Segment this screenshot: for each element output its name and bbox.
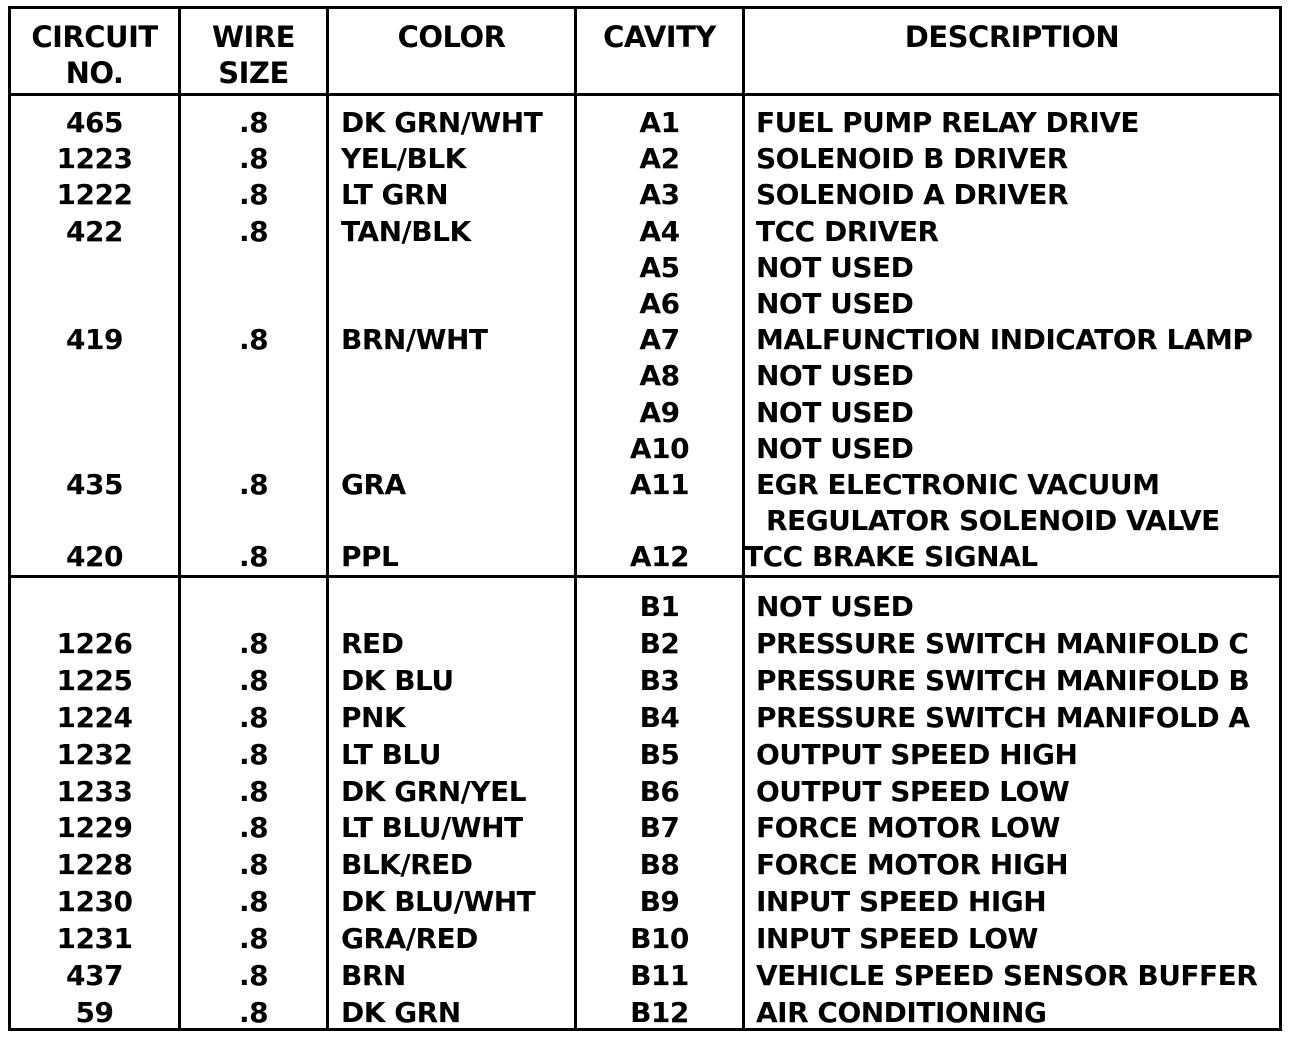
header-wire-line2: SIZE — [218, 56, 289, 90]
cavity-cell: A9 — [639, 395, 680, 429]
description-cell: NOT USED — [756, 431, 914, 465]
description-cell: NOT USED — [756, 250, 914, 284]
wire-size-cell: .8 — [238, 540, 269, 574]
cavity-cell: B9 — [639, 885, 680, 919]
cavity-cell: A7 — [639, 323, 680, 357]
description-cell: FORCE MOTOR HIGH — [756, 848, 1069, 882]
description-cell: FUEL PUMP RELAY DRIVE — [756, 106, 1140, 139]
wire-size-cell: .8 — [238, 663, 269, 697]
header-wire-line1: WIRE — [212, 20, 295, 54]
description-cell: INPUT SPEED LOW — [756, 922, 1038, 956]
description-cell: NOT USED — [756, 395, 914, 429]
wire-size-cell: .8 — [238, 178, 269, 212]
description-cell: REGULATOR SOLENOID VALVE — [766, 504, 1220, 538]
wire-size-cell: .8 — [238, 626, 269, 660]
cavity-cell: B10 — [630, 922, 689, 956]
cavity-cell: B8 — [639, 848, 680, 882]
column-divider — [326, 9, 329, 1028]
wire-size-cell: .8 — [238, 922, 269, 956]
description-cell: OUTPUT SPEED LOW — [756, 774, 1070, 808]
color-cell: DK GRN/YEL — [341, 774, 527, 808]
description-cell: PRESSURE SWITCH MANIFOLD C — [756, 626, 1249, 660]
color-cell: GRA — [341, 468, 406, 501]
cavity-cell: B4 — [639, 700, 680, 734]
circuit-no-cell: 437 — [66, 959, 123, 992]
color-cell: LT BLU/WHT — [341, 811, 523, 845]
connector-table — [8, 6, 1282, 1031]
circuit-no-cell: 1228 — [56, 848, 133, 882]
column-divider — [742, 9, 745, 1028]
color-cell: DK BLU — [341, 663, 454, 697]
circuit-no-cell: 419 — [66, 323, 123, 357]
cavity-cell: B6 — [639, 774, 680, 808]
cavity-cell: A1 — [639, 106, 680, 139]
cavity-cell: B5 — [639, 737, 680, 771]
color-cell: DK GRN — [341, 995, 461, 1029]
circuit-no-cell: 422 — [66, 214, 123, 248]
circuit-no-cell: 1222 — [56, 178, 133, 212]
color-cell: GRA/RED — [341, 922, 478, 956]
description-cell: NOT USED — [756, 287, 914, 320]
cavity-cell: B1 — [639, 590, 680, 623]
color-cell: LT BLU — [341, 737, 441, 771]
header-description: DESCRIPTION — [904, 20, 1120, 54]
description-cell: NOT USED — [756, 590, 914, 623]
circuit-no-cell: 435 — [66, 468, 123, 501]
description-cell: AIR CONDITIONING — [756, 995, 1047, 1029]
description-cell: NOT USED — [756, 359, 914, 393]
description-cell: TCC DRIVER — [756, 214, 939, 248]
wire-size-cell: .8 — [238, 774, 269, 808]
cavity-cell: B3 — [639, 663, 680, 697]
cavity-cell: B7 — [639, 811, 680, 845]
header-cavity: CAVITY — [603, 20, 716, 54]
header-divider — [11, 93, 1279, 96]
description-cell: VEHICLE SPEED SENSOR BUFFER — [756, 959, 1258, 992]
cavity-cell: A8 — [639, 359, 680, 393]
wire-size-cell: .8 — [238, 811, 269, 845]
cavity-cell: A2 — [639, 142, 680, 176]
color-cell: TAN/BLK — [341, 214, 471, 248]
wire-size-cell: .8 — [238, 214, 269, 248]
color-cell: DK GRN/WHT — [341, 106, 543, 139]
circuit-no-cell: 1225 — [56, 663, 133, 697]
description-cell: OUTPUT SPEED HIGH — [756, 737, 1078, 771]
header-wire-size — [181, 19, 326, 91]
color-cell: YEL/BLK — [341, 142, 466, 176]
color-cell: PNK — [341, 700, 406, 734]
wire-size-cell: .8 — [238, 995, 269, 1029]
circuit-no-cell: 1226 — [56, 626, 133, 660]
color-cell: PPL — [341, 540, 399, 574]
header-circuit-line2: NO. — [65, 56, 124, 90]
cavity-cell: A3 — [639, 178, 680, 212]
wire-size-cell: .8 — [238, 959, 269, 992]
wire-size-cell: .8 — [238, 848, 269, 882]
description-cell: TCC BRAKE SIGNAL — [744, 540, 1038, 574]
color-cell: LT GRN — [341, 178, 449, 212]
wire-size-cell: .8 — [238, 700, 269, 734]
description-cell: FORCE MOTOR LOW — [756, 811, 1060, 845]
description-cell: EGR ELECTRONIC VACUUM — [756, 468, 1160, 501]
circuit-no-cell: 59 — [75, 995, 114, 1029]
description-cell: INPUT SPEED HIGH — [756, 885, 1047, 919]
header-circuit-line1: CIRCUIT — [31, 20, 158, 54]
cavity-cell: A11 — [629, 468, 690, 501]
wire-size-cell: .8 — [238, 323, 269, 357]
circuit-no-cell: 1229 — [56, 811, 133, 845]
cavity-cell: B2 — [639, 626, 680, 660]
circuit-no-cell: 1231 — [56, 922, 133, 956]
cavity-cell: A5 — [639, 250, 680, 284]
description-cell: PRESSURE SWITCH MANIFOLD A — [756, 700, 1250, 734]
header-color: COLOR — [397, 20, 506, 54]
wire-size-cell: .8 — [238, 885, 269, 919]
wire-size-cell: .8 — [238, 737, 269, 771]
circuit-no-cell: 1232 — [56, 737, 133, 771]
circuit-no-cell: 1224 — [56, 700, 133, 734]
description-cell: SOLENOID A DRIVER — [756, 178, 1069, 212]
color-cell: BRN/WHT — [341, 323, 488, 357]
color-cell: BLK/RED — [341, 848, 473, 882]
cavity-cell: A12 — [629, 540, 690, 574]
color-cell: RED — [341, 626, 404, 660]
circuit-no-cell: 420 — [66, 540, 123, 574]
description-cell: MALFUNCTION INDICATOR LAMP — [756, 323, 1253, 357]
wire-size-cell: .8 — [238, 468, 269, 501]
description-cell: PRESSURE SWITCH MANIFOLD B — [756, 663, 1250, 697]
wire-size-cell: .8 — [238, 106, 269, 139]
color-cell: DK BLU/WHT — [341, 885, 536, 919]
circuit-no-cell: 1233 — [56, 774, 133, 808]
color-cell: BRN — [341, 959, 406, 992]
description-cell: SOLENOID B DRIVER — [756, 142, 1068, 176]
header-circuit-no — [11, 19, 178, 91]
circuit-no-cell: 1230 — [56, 885, 133, 919]
wire-size-cell: .8 — [238, 142, 269, 176]
cavity-cell: A6 — [639, 287, 680, 320]
cavity-cell: B12 — [630, 995, 689, 1029]
cavity-cell: A10 — [629, 431, 690, 465]
circuit-no-cell: 1223 — [56, 142, 133, 176]
section-divider — [11, 575, 1279, 578]
circuit-no-cell: 465 — [66, 106, 123, 139]
cavity-cell: B11 — [630, 959, 689, 992]
cavity-cell: A4 — [639, 214, 680, 248]
